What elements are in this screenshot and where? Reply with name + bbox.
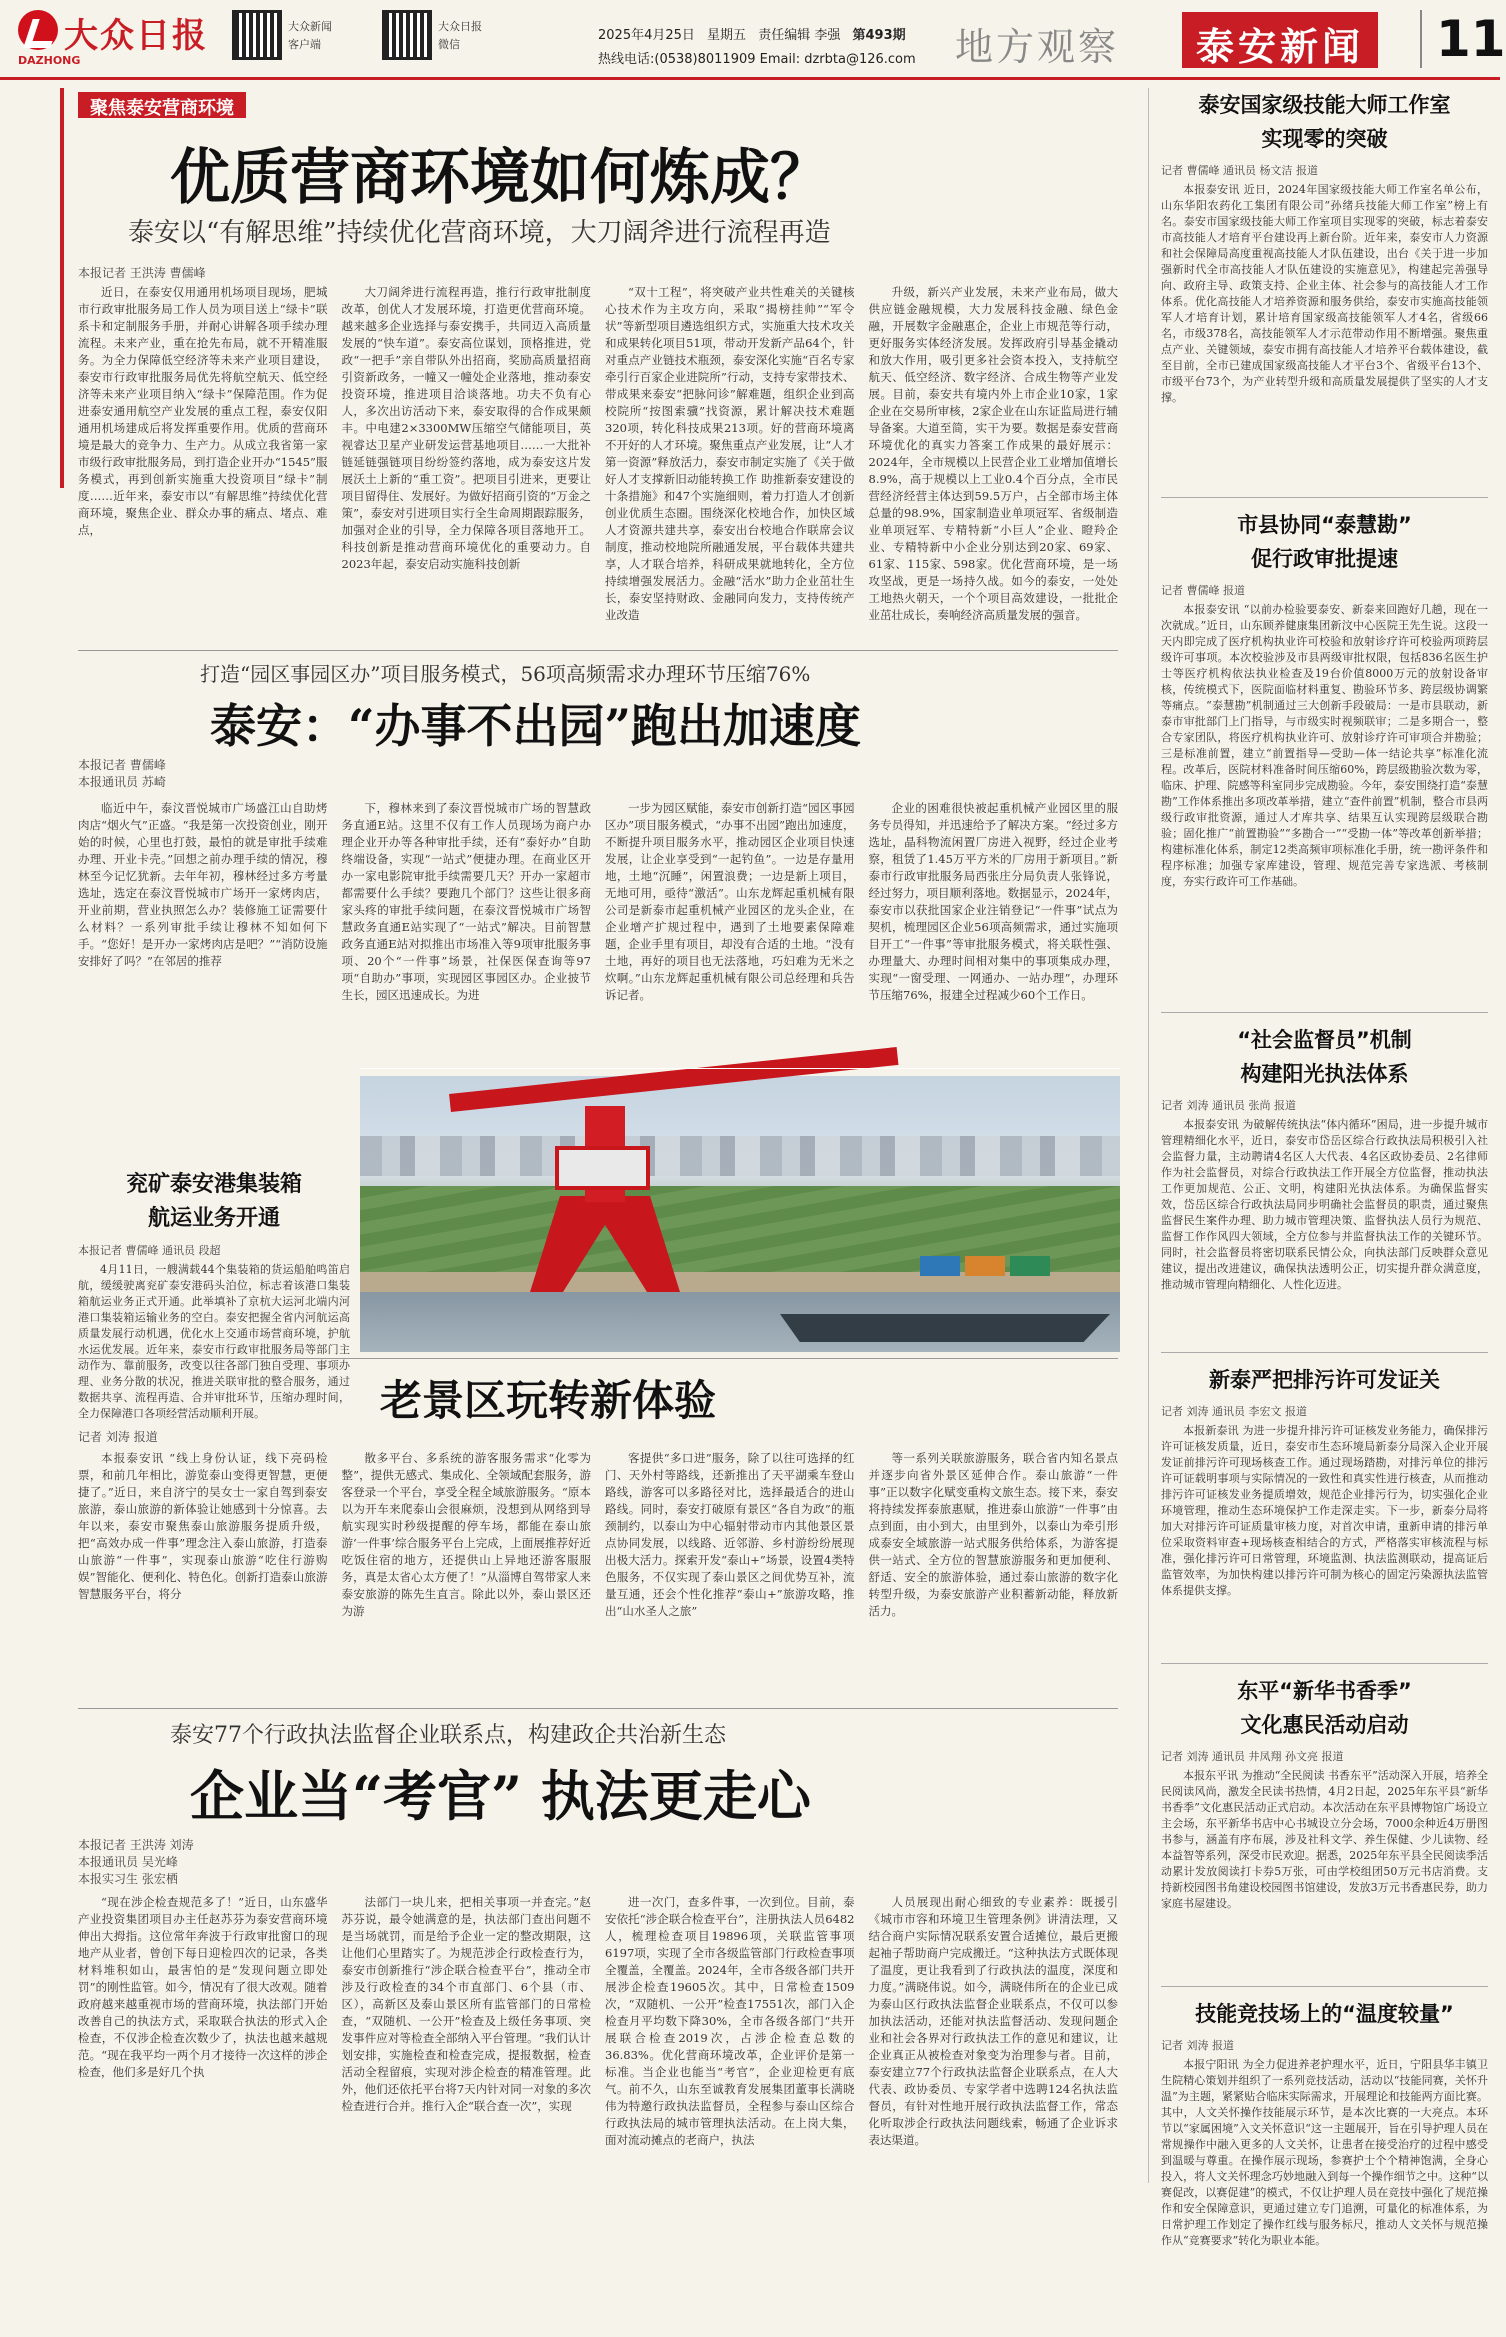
brief-divider	[1161, 1663, 1488, 1664]
body-paragraph: “双十工程”，将突破产业共性难关的关键核心技术作为主攻方向，采取“揭榜挂帅”“军令状”等新型项目遴选组织方式，实施重大技术攻关和成果转化项目51项，带动开发新产品64个，针对重点产业链技术瓶颈，泰安深化实施“百名专家牵引行百家企业进院所”行动，支持专家带技术、带成果来泰安“把脉问诊”解难题，组织企业到高校院所“按图索骥”找资源，累计解决技术难题320项，转化科技成果213项。好的营商环境离不开好的人才环境。聚焦重点产业发展，让“人才第一资源”释放活力，泰安市制定实施了《关于做好人才支撑新旧动能转换工作 助推新泰安建设的十条措施》和47个实施细则，着力打造人才创新创业优质生态圈。围绕深化校地合作，加快区域人才资源共建共享，泰安出台校地合作联席会议制度，推动校地院所融通发展，平台载体共建共享，人才联合培养，科研成果就地转化，全方位持续增强发展活力。金融“活水”助力企业茁壮生长，泰安坚持财政、金融同向发力，支持传统产业改造	[605, 285, 855, 622]
photo-top-edge	[360, 1068, 1120, 1069]
brief-divider	[1161, 1012, 1488, 1013]
photo-field	[360, 1186, 1120, 1276]
issue-weekday: 星期五	[707, 28, 747, 43]
brief-title[interactable]: 技能竞技场上的“温度较量”	[1195, 2002, 1454, 2026]
body-paragraph: 企业的困难很快被起重机械产业园区里的服务专员得知，并迅速给予了解决方案。“经过多方选址，晶科物流闲置厂房进入视野，经过企业考察，租赁了1.45万平方米的厂房用于新项目。”新泰市行政审批服务局西张庄分局负责人张锋说，经过努力，项目顺利落地。数据显示，2024年，泰安市以获批国家企业注销登记“一件事”试点为契机，梳理园区企业56项高频需求，通过实施项目开工“一件事”等审批服务模式，将关联性强、办理量大、办理时间相对集中的事项集成办理，实现“一窗受理、一网通办、一站办理”，办理环节压缩76%，报建全过程减少60个工作日。	[868, 801, 1118, 1002]
article-body-art3	[78, 1450, 1118, 1635]
qr-code-icon	[232, 10, 282, 60]
brief-item	[1161, 1674, 1488, 1976]
port-crane-photo[interactable]	[360, 1076, 1120, 1348]
brief-byline: 记者 刘涛 通讯员 张尚 报道	[1161, 1099, 1296, 1112]
photo-skyline	[360, 1136, 1120, 1176]
section-divider	[78, 650, 1118, 651]
brief-item	[1161, 88, 1488, 487]
crane-arm	[449, 1047, 898, 1112]
issue-number: 第493期	[852, 28, 906, 43]
topic-banner: 聚焦泰安营商环境	[78, 92, 246, 118]
byline-art2: 本报记者 曹儒峰 本报通讯员 苏崎	[78, 758, 166, 789]
brief-title[interactable]: 泰安国家级技能大师工作室 实现零的突破	[1198, 93, 1451, 151]
qr-label: 客户端	[288, 38, 321, 51]
logo-mark-icon	[18, 10, 58, 50]
container-icon	[1010, 1256, 1050, 1276]
body-paragraph: 临近中午，泰汶晋悦城市广场盛江山自助烤肉店“烟火气”正盛。“我是第一次投资创业，刚开始的时候，心里也打鼓，最怕的就是审批手续难办理、开业卡壳。”回想之前办理手续的情况，穆林至今记忆犹新。去年年初，穆林经过多方考量选址，选定在泰汶晋悦城市广场开一家烤肉店，开业前期，营业执照怎么办？装修施工证需要什么材料？一系列审批手续让穆林不知如何下手。“您好！是开办一家烤肉店是吧？”“消防设施安排好了吗？”在邻居的推荐	[78, 801, 328, 968]
brief-title[interactable]: 市县协同“泰慧勘” 促行政审批提速	[1237, 513, 1412, 571]
logo-en: DAZHONG	[18, 54, 81, 67]
body-paragraph: 本报泰安讯 “线上身份认证，线下亮码检票，和前几年相比，游览泰山变得更智慧，更便捷了。”近日，来自济宁的吴女士一家自驾到泰安旅游，泰山旅游的新体验让她感到十分惊喜。去年以来，泰安市聚焦泰山旅游服务提质升级，把“高效办成一件事”理念注入泰山旅游，打造泰山旅游“一件事”，实现泰山旅游“吃住行游购娱”智能化、便利化、特色化。创新打造泰山旅游智慧服务平台，将分	[78, 1451, 328, 1601]
subtitle-art1: 泰安以“有解思维”持续优化营商环境，大刀阔斧进行流程再造	[128, 218, 831, 248]
brief-item	[1161, 1997, 1488, 2337]
byline-art4: 本报记者 王洪涛 刘涛 本报通讯员 吴光峰 本报实习生 张宏栖	[78, 1838, 194, 1886]
qr-code-wechat[interactable]	[382, 8, 510, 64]
brief-title[interactable]: 新泰严把排污许可发证关	[1209, 1368, 1440, 1392]
body-paragraph: 进一次门，查多件事，一次到位。目前，泰安依托“涉企联合检查平台”，注册执法人员6482人，梳理检查项目19896项，关联监管事项6197项，实现了全市各级监管部门行政检查事项全覆盖，全覆盖。2024年，全市各级各部门共开展涉企检查19605次。其中，日常检查1509次，“双随机、一公开”检查17551次，部门入企检查月平均数下降30%，全市各级各部门“共开展联合检查2019次，占涉企检查总数的36.83%。优化营商环境改革，企业评价是第一标准。当企业也能当“考官”，企业迎检更有底气。前不久，山东至诚教育发展集团董事长满晓伟为特邀行政执法监督员，全程参与泰山区综合行政执法局的城市管理执法活动。在上岗大集，面对流动摊点的老商户，执法	[605, 1895, 855, 2147]
section-title: 泰安新闻	[1182, 12, 1378, 68]
brief-text: 4月11日，一艘满载44个集装箱的货运船舶鸣笛启航，缓缓驶离兖矿泰安港码头泊位，标志着该港口集装箱航运业务正式开通。此举填补了京杭大运河北端内河港口集装箱运输业务的空白。泰安把握全省内河航运高质量发展行动机遇，优化水上交通市场营商环境，护航水运优发展。近年来，泰安市行政审批服务局等部门主动作为、靠前服务，改变以往各部门独自受理、事项办理、业务分散的状况，推进关联审批的整合服务，通过数据共享、流程再造、合并审批环节，压缩办理时间，全力保障港口各项经营活动顺利开展。	[78, 1263, 350, 1420]
crane-cab	[555, 1146, 650, 1190]
brief-divider	[1161, 1986, 1488, 1987]
body-paragraph: 客提供“多口进”服务，除了以往可选择的红门、天外村等路线，还新推出了天平湖乘车登山路线，游客可以多路径对比，选择最适合的进山路线。同时，泰安打破原有景区“各自为政”的瓶颈制约，以泰山为中心辐射带动市内其他景区景点协同发展，以线路、近邻游、乡村游纷纷展现出极大活力。探索开发“泰山+”场景，设置4类特色服务，不仅实现了泰山景区之间优势互补，流量互通，还会个性化推荐“泰山+”旅游攻略，推出“山水圣人之旅”	[605, 1451, 855, 1618]
headline-art4[interactable]: 企业当“考官” 执法更走心	[190, 1764, 811, 1828]
issue-info	[598, 24, 914, 43]
section-divider	[78, 1358, 1118, 1359]
brief-byline: 记者 曹儒峰 报道	[1161, 584, 1245, 597]
brief-byline: 记者 刘涛 通讯员 李宏文 报道	[1161, 1405, 1307, 1418]
body-paragraph: 一步为园区赋能，泰安市创新打造“园区事园区办”项目服务模式，“办事不出园”跑出加速度，不断提升项目服务水平，推动园区企业项目快速发展，让企业享受到“一起钓鱼”。一边是存量用地，土地“沉睡”，闲置浪费；一边是新上项目，无地可用，亟待“激活”。山东龙辉起重机械有限公司是新泰市起重机械产业园区的龙头企业，在企业增产扩规过程中，遇到了土地要素保障难题，企业手里有项目，却没有合适的土地。“没有土地，再好的项目也无法落地，巧妇难为无米之炊啊。”山东龙辉起重机械有限公司总经理和兵告诉记者。	[605, 801, 855, 1002]
issue-date: 2025年4月25日	[598, 28, 695, 43]
kicker-art4: 泰安77个行政执法监督企业联系点，构建政企共治新生态	[170, 1723, 726, 1748]
body-paragraph: 近日，在泰安仅用通用机场项目现场，肥城市行政审批服务局工作人员为项目送上“绿卡”联系卡和定制服务手册，并耐心讲解各项手续办理流程。未来产业，重在抢先布局，就不开精准服务。为全力保障低空经济等未来产业项目建设，泰安市行政审批服务局优先将航空航天、低空经济等未来产业项目纳入“绿卡”保障范围。作为促进泰安通用航空产业发展的重点工程，泰安仅阳通用机场建成后将发挥重要作用。优质的营商环境是最大的竞争力、生产力。从成立我省第一家市级行政审批服务局，到打造企业开办“1545”服务模式，再到创新实施重大投资项目“绿卡”制度……近年来，泰安市以“有解思维”持续优化营商环境，聚焦企业、群众办事的痛点、堵点、难点，	[78, 285, 328, 537]
qr-code-app[interactable]	[232, 8, 360, 64]
brief-title[interactable]: 兖矿泰安港集装箱 航运业务开通	[125, 1172, 302, 1231]
brief-divider	[1161, 497, 1488, 498]
brief-text: 本报泰安讯 为破解传统执法“体内循环”困局，进一步提升城市管理精细化水平，近日，泰安市岱岳区综合行政执法局积极引入社会监督力量，主动聘请4名区人大代表、4名区政协委员、2名律师作为社会监督员，对综合行政执法工作开展全方位监督，推动执法工作更加规范、公正、文明，构建阳光执法体系。为确保监督实效，岱岳区综合行政执法局同步明确社会监督员的职责，通过聚焦监督民生案件办理、助力城市管理决策、监督执法人员行为规范、监督工作作风四大领域，全方位参与并监督执法工作的关键环节。同时，社会监督员将密切联系民情公众，向执法部门反映群众意见建议，提出改进建议，确保执法透明公正，切实提升群众满意度，推动城市管理向精细化、人性化迈进。	[1161, 1118, 1488, 1291]
body-paragraph: 法部门一块儿来，把相关事项一并查完。”赵苏芬说，最令她满意的是，执法部门查出问题不是当场就罚，而是给予企业一定的整改期限，这让他们心里踏实了。为规范涉企行政检查行为，泰安市创新推行“涉企联合检查平台”，推动全市涉及行政检查的34个市直部门、6个县（市、区），高新区及泰山景区所有监管部门的日常检查，“双随机、一公开”检查及上级任务事项、突发事件应对等检查全部纳入平台管理。“我们认计划安排，实施检查和检查完成，提报数据，检查活动全程留痕，实现对涉企检查的精准管理。此外，他们还依托平台将7天内针对同一对象的多次检查进行合并。推行入企“联合查一次”，实现	[341, 1895, 591, 2113]
main-column	[60, 88, 1132, 2183]
brief-divider	[1161, 1352, 1488, 1353]
brief-text: 本报泰安讯 “以前办检验要泰安、新泰来回跑好几趟，现在一次就成。”近日，山东顾养健康集团新汶中心医院王先生说。这段一天内即完成了医疗机构执业许可校验和放射诊疗许可校验两项跨层级许可事项。本次校验涉及市县两级审批权限，包括836名医生护士等医疗机构依法执业检查及19台价值8000万元的放射设备审核，传统模式下，医院面临材料重复、勘验环节多、跨层级协调繁等痛点。“泰慧勘”机制通过三大创新手段破局：一是市县联动，新泰市审批部门上门指导，与市级实时视频联审；二是多期合一，整合专家团队，将医疗机构执业许可、放射诊疗许可审项合并勘验；三是标准前置，建立“前置指导—受助—体一结论共享”标准化流程。改革后，医院材料准备时间压缩60%，跨层级勘验次数为零，临床、护理、院感等科室同步完成勘验。今年，泰安围绕打造“泰慧勘”工作体系推出多项改革举措，建立“查件前置”机制，整合市县两级行政审批资源，通过人才库共享、结果互认实现跨层级联合勘验；固化推广“前置勘验”“多勘合一”“受勘一体”等改革创新举措；构建标准化体系，制定12类高频审项标准化手册，统一勘评条件和程序标准；加强专家库建设，管理、规范完善专家选派、考核制度，夯实行政许可工作基础。	[1161, 603, 1488, 888]
article-body-art4	[78, 1894, 1118, 2174]
body-paragraph: 人员展现出耐心细致的专业素养：既援引《城市市容和环境卫生管理条例》讲清法理，又结合商户实际情况联系安置合适摊位，最后更搬起袖子帮助商户完成搬迁。“这种执法方式既体现了温度，更让我看到了行政执法的温度，深度和力度。”满晓伟说。如今，满晓伟所在的企业已成为泰山区行政执法监督企业联系点，不仅可以参加执法活动，还能对执法监督活动、发现问题企业和社会各界对行政执法工作的意见和建议，让企业真正从被检查对象变为治理参与者。目前，泰安建立77个行政执法监督企业联系点，在人大代表、政协委员、专家学者中选聘124名执法监督员，有针对性地开展行政执法监督工作，常态化听取涉企行政执法问题线索，畅通了企业诉求表达渠道。	[868, 1895, 1118, 2147]
kicker-art2: 打造“园区事园区办”项目服务模式，56项高频需求办理环节压缩76%	[200, 662, 811, 686]
news-briefs-column	[1148, 88, 1488, 2247]
brief-text: 本报泰安讯 近日，2024年国家级技能大师工作室名单公布，山东华阳农药化工集团有限公司“孙绪兵技能大师工作室”榜上有名。泰安市国家级技能大师工作室项目实现零的突破，标志着泰安市高技能人才培育平台建设再上新台阶。近年来，泰安市人力资源和社会保障局高度重视高技能人才队伍建设，出台《关于进一步加强新时代全市高技能人才队伍建设的实施意见》，构建起完善强导向、政府主导、政策支持、企业主体、社会参与的高技能人才工作体系。优化高技能人才培养资源和服务供给，泰安市实施高技能领军人才培育计划，累计培育国家级高技能领军人才4名，省级66名，市级378名，高技能领军人才示范带动作用不断增强。聚焦重点产业、关键领域，泰安市拥有高技能人才培养平台载体建设，截至目前，全市已建成国家级高技能人才平台3个、省级平台13个、市级平台73个，为产业转型升级和高质量发展提供了坚实的人才支撑。	[1161, 183, 1488, 404]
brief-item	[1161, 1023, 1488, 1342]
brief-item	[1161, 508, 1488, 1002]
brief-title[interactable]: 东平“新华书香季” 文化惠民活动启动	[1237, 1679, 1412, 1737]
logo-name: 大众日报	[64, 16, 208, 56]
accent-bar	[60, 88, 64, 488]
container-icon	[920, 1256, 960, 1276]
body-paragraph: 下，穆林来到了泰汶晋悦城市广场的智慧政务直通E站。这里不仅有工作人员现场为商户办理企业开办等各种审批手续，还有“泰好办”自助终端设备，实现“一站式”便捷办理。在商业区开办一家电影院审批手续需要几天？开办一家超市都需要什么手续？要跑几个部门？这些让很多商家头疼的审批手续问题，在泰汶晋悦城市广场智慧政务直通E站实现了“一站式”解决。目前智慧政务直通E站对拟推出市场准入等9项审批服务事项、20个“一件事”场景，社保医保查询等97项“自助办”事项，实现园区事园区办。企业披节生长，园区迅速成长。为进	[341, 801, 591, 1002]
section-divider	[78, 1708, 1118, 1709]
brief-text: 本报宁阳讯 为全力促进养老护理水平，近日，宁阳县华丰镇卫生院精心策划并组织了一系列竞技活动，活动以“技能同赛，关怀升温”为主题，紧紧贴合临床实际需求，开展理论和技能两方面比赛。其中，人文关怀操作技能展示环节，是本次比赛的一大亮点。本环节以“家属困境”入文关怀意识“这一主题展开，旨在引导护理人员在常规操作中融入更多的人文关怀，让患者在接受治疗的过程中感受到温暖与尊重。在操作展示现场，参赛护士个个精神饱满，全身心投入，将人文关怀理念巧妙地融入到每一个操作细节之中。这种“以赛促改，以赛促建”的模式，不仅让护理人员在竞技中强化了规范操作和安全保障意识，更通过建立专门追溯，可量化的标准体系，为日常护理工作划定了操作红线与服务标尺，推动人文关怀与规范操作从“竞赛要求”转化为职业本能。	[1161, 2058, 1488, 2247]
brief-text: 本报东平讯 为推动“全民阅读 书香东平”活动深入开展，培养全民阅读风尚，激发全民读书热情，4月2日起，2025年东平县“新华书香季”文化惠民活动正式启动。本次活动在东平县博物馆广场设立主会场，东平新华书店中心书城设立分会场，7000余种近4万册图书参与，涵盖有序布展，涉及社科文学、养生保健、少儿读物、经本益智等系列，深受市民欢迎。据悉，2025年东平县全民阅读季活动累计发放阅读打卡券5万张，可由学校组团50万元书店消费。支持新校园图书角建设校园图书馆建设，发放3万元书香惠民券，助力家庭书屋建设。	[1161, 1769, 1488, 1910]
headline-art2[interactable]: 泰安：“办事不出园”跑出加速度	[210, 699, 861, 753]
body-paragraph: 散多平台、多系统的游客服务需求“化零为整”，提供无感式、集成化、全领域配套服务，游客登录一个平台，享受全程全域旅游服务。“原本以为开车来爬泰山会很麻烦，没想到从网络到导航实现实时秒级提醒的停车场，都能在泰山旅游‘一件事’综合服务平台上完成，上面展推荐好近吃饭住宿的地方，还提供山上异地还游客服服务，真是太省心太方便了！”从淄博自驾带家人来泰安旅游的陈先生直言。除此以外，泰山景区还为游	[341, 1451, 591, 1618]
byline-art1: 本报记者 王洪涛 曹儒峰	[78, 266, 206, 280]
brief-title[interactable]: “社会监督员”机制 构建阳光执法体系	[1237, 1028, 1412, 1086]
qr-code-icon	[382, 10, 432, 60]
brief-byline: 记者 刘涛 报道	[1161, 2039, 1234, 2052]
body-paragraph: 大刀阔斧进行流程再造，推行行政审批制度改革，创优人才发展环境，打造更优营商环境。越来越多企业选择与泰安携手，共同迈入高质量发展的“快车道”。泰安高位谋划，顶格推进，党政“一把手”亲自带队外出招商，奖励高质量招商引资新政务，一幢又一幢处企业落地，推动泰安投资环境，推进项目洽谈落地。功夫不负有心人，多次出访活动下来，泰安取得的合作成果颇丰。中电建2×3300MW压缩空气储能项目，英视睿达卫星产业研发运营基地项目……一大批补链延链强链项目纷纷签约落地，成为泰安这片发展沃土上新的“重工资”。把项目引进来，更要让项目留得住、发展好。为做好招商引资的“万金之策”，泰安对引进项目实行全生命周期跟踪服务，加强对企业的引导，全力保障各项目落地开工。科技创新是推动营商环境优化的重要动力。自2023年起，泰安启动实施科技创新	[341, 285, 591, 571]
page-number: 11	[1420, 10, 1506, 68]
brief-item	[1161, 1363, 1488, 1653]
headline-art1[interactable]: 优质营商环境如何炼成？	[170, 143, 830, 213]
issue-editor: 责任编辑 李强	[758, 28, 841, 43]
body-paragraph: 等一系列关联旅游服务，联合省内知名景点并逐步向省外景区延伸合作。泰山旅游“一件事”正以数字化赋变重构文旅生态。接下来，泰安将持续发挥泰旅惠赋，推进泰山旅游“一件事”由点到面，由小到大，由里到外，以泰山为牵引形成泰安全域旅游一站式服务供给体系，为游客提供一站式、全方位的智慧旅游服务和更加便利、舒适、安全的旅游体验，通过泰山旅游的数字化转型升级，为泰安旅游产业积蓄新动能，释放新活力。	[868, 1451, 1118, 1618]
qr-label: 微信	[438, 38, 460, 51]
brief-byline: 记者 曹儒峰 通讯员 杨文洁 报道	[1161, 164, 1318, 177]
qr-label: 大众日报	[438, 20, 482, 33]
headline-art3[interactable]: 老景区玩转新体验	[380, 1376, 717, 1425]
body-paragraph: “现在涉企检查规范多了！”近日，山东盛华产业投资集团项目办主任赵苏芬为泰安营商环境伸出大拇指。这位常年奔波于行政审批窗口的现地产从业者，曾创下每日迎检四次的记录，各类材料堆积如山，最害怕的是“发现问题立即处罚”的刚性监管。如今，情况有了很大改观。随着政府越来越重视市场的营商环境，执法部门开始改善自己的执法方式，采取联合执法的形式入企检查，不仅涉企检查次数少了，执法也越来越规范。“现在我平均一两个月才接待一次这样的涉企检查，他们多是好几个执	[78, 1895, 328, 2079]
hotline: 热线电话:(0538)8011909 Email: dzrbta@126.com	[598, 52, 916, 67]
brief-byline: 本报记者 曹儒峰 通讯员 段超	[78, 1244, 221, 1257]
article-body-art2-cols	[78, 800, 1118, 1055]
masthead	[0, 0, 1506, 80]
byline-art3: 记者 刘涛 报道	[78, 1430, 158, 1444]
brief-byline: 记者 刘涛 通讯员 井凤翔 孙文亮 报道	[1161, 1750, 1344, 1763]
section-name: 地方观察	[955, 25, 1120, 69]
brief-text: 本报新泰讯 为进一步提升排污许可证核发业务能力，确保排污许可证核发质量，近日，泰安市生态环境局新泰分局深入企业开展发证前排污许可现场核查工作。通过现场踏勘，对排污单位的排污许可证载明事项与实际情况的一致性和真实性进行核查，从而推动排污许可证核发业务提质增效，规范企业排污行为，切实强化企业环境管理，推动生态环境保护工作走深走实。下一步，新泰分局将加大对排污许可证质量审核力度，对首次申请，重新申请的排污单位采取资料审查+现场核查相结合的方式，严格落实审核流程与标准，强化排污许可日常管理，环境监测、执法监测联动，提高证后监管效率，为加快构建以排污许可制为核心的固定污染源执法监管体系提供支撑。	[1161, 1424, 1488, 1597]
brief-port	[78, 1168, 350, 1442]
container-icon	[965, 1256, 1005, 1276]
qr-label: 大众新闻	[288, 20, 332, 33]
newspaper-logo[interactable]	[18, 8, 223, 68]
body-paragraph: 升级，新兴产业发展，未来产业布局，做大供应链金融规模，大力发展科技金融、绿色金融，开展数字金融惠企，企业上市规范等行动，更好服务实体经济发展。发挥政府引导基金撬动和放大作用，吸引更多社会资本投入，支持航空航天、低空经济、数字经济、合成生物等产业发展。目前，泰安共有境内外上市企业10家，1家企业在交易所审核，2家企业在山东证监局进行辅导备案。大道至简，实干为要。数据是泰安营商环境优化的真实力答案工作成果的最好展示：2024年，全市规模以上民营企业工业增加值增长8.9%，高于规模以上工业0.4个百分点，全市民营经济经营主体达到59.5万户，占全部市场主体总量的98.9%，国家制造业单项冠军、省级制造业单项冠军、专精特新“小巨人”企业、瞪羚企业、专精特新中小企业分别达到20家、69家、61家、115家、598家。优化营商环境，是一场攻坚战，更是一场持久战。如今的泰安，一处处工地热火朝天，一个个项目高效建设，一批批企业茁壮成长，奏响经济高质量发展的强音。	[868, 285, 1118, 622]
